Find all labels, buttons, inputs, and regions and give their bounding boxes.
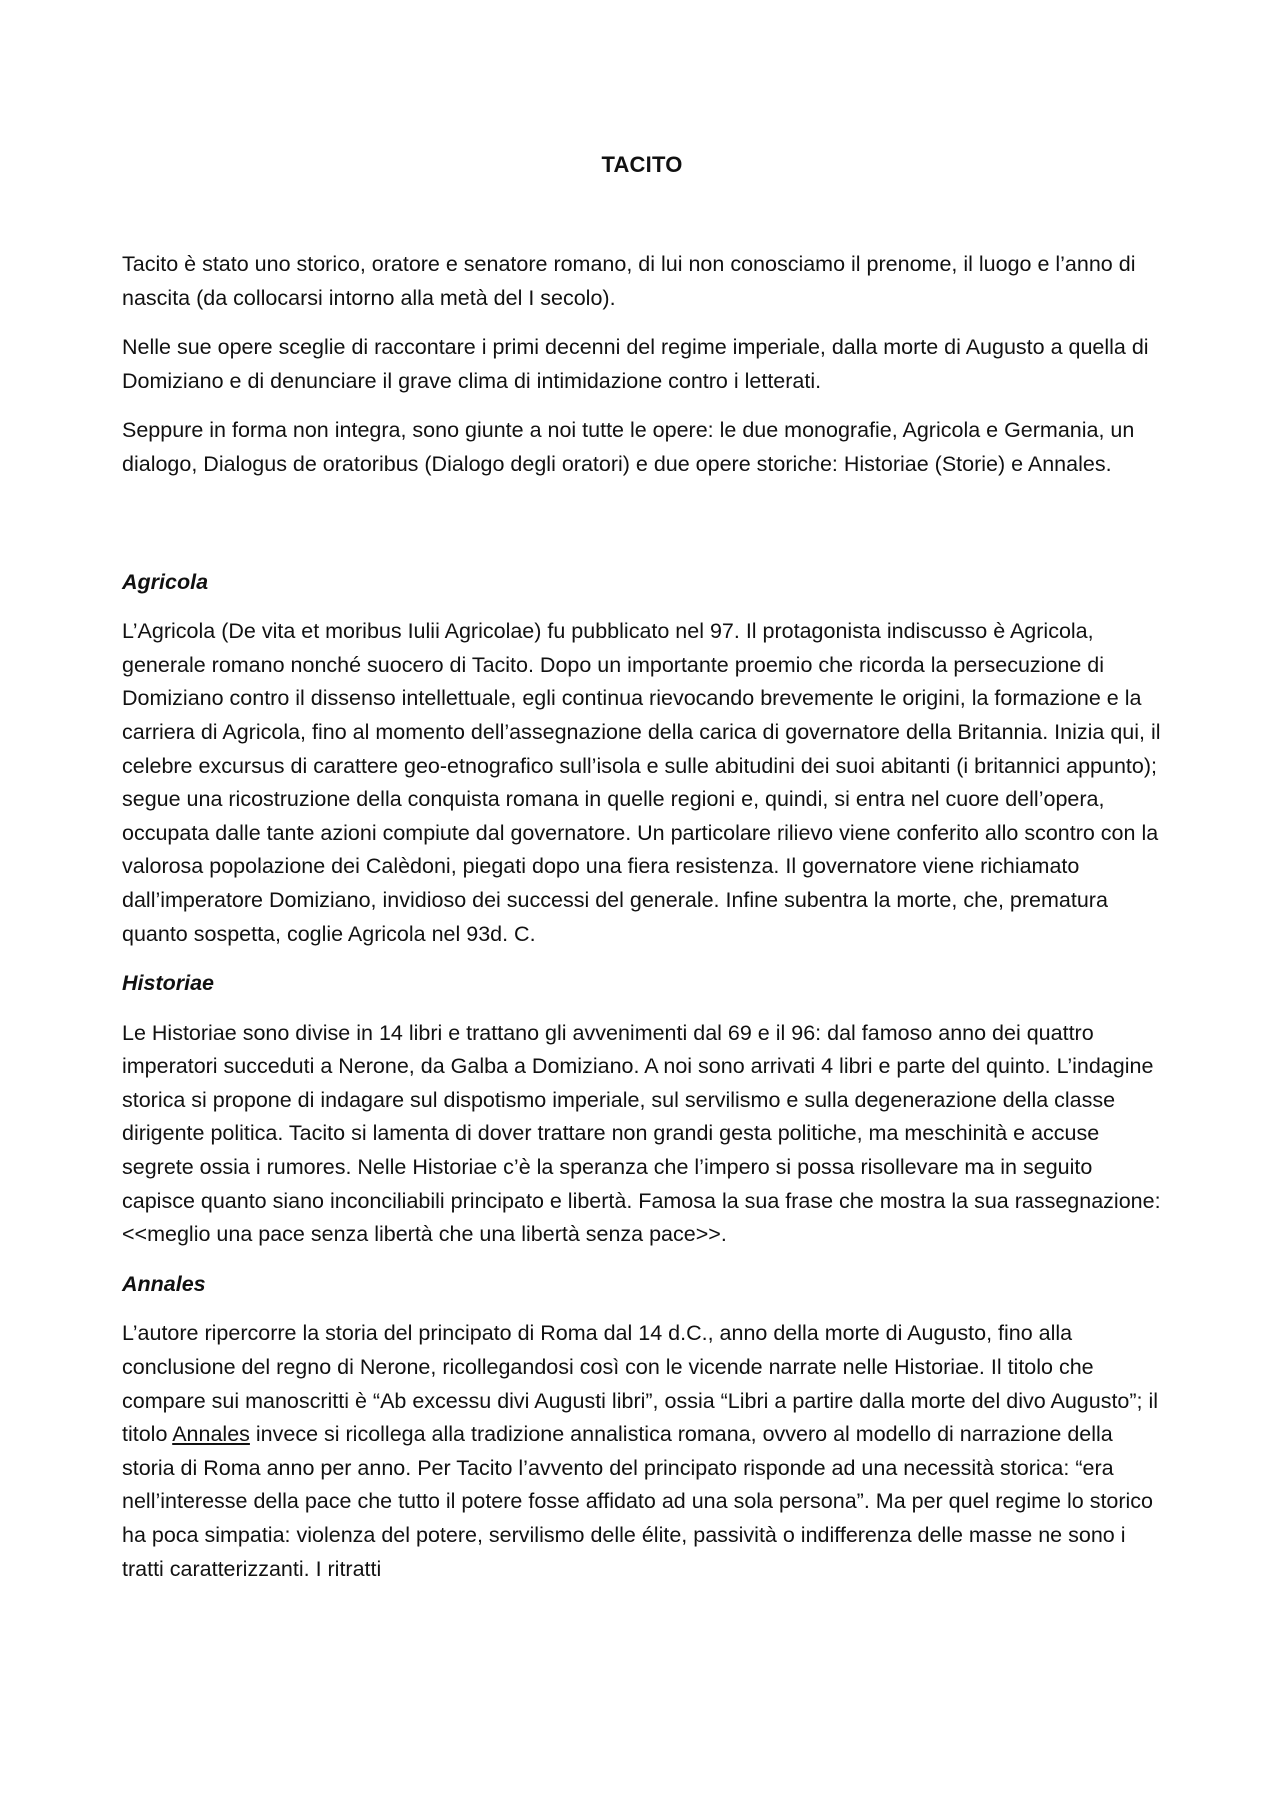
section-heading-annales: Annales xyxy=(122,1271,206,1296)
section-paragraph-historiae: Le Historiae sono divise in 14 libri e trattano gli avvenimenti dal 69 e il 96: dal famoso anno dei quattro imperatori succeduti a Nerone, da Galba a Domiziano. A noi sono arrivati 4 libri e parte del quinto. L’indagine storica si propone di indagare sul dispotismo imperiale, sul servilismo e sulla degenerazione della classe dirigente politica. Tacito si lamenta di dover trattare non grandi gesta politiche, ma meschinità e accuse segrete ossia i rumores. Nelle Historiae c’è la speranza che l’impero si possa risollevare ma in seguito capisce quanto siano inconciliabili principato e libertà. Famosa la sua frase che mostra la sua rassegnazione: <<meglio una pace senza libertà che una libertà senza pace>>. xyxy=(122,1020,1161,1247)
section-paragraph-agricola: L’Agricola (De vita et moribus Iulii Agricolae) fu pubblicato nel 97. Il protagonista indiscusso è Agricola, generale romano nonché suocero di Tacito. Dopo un importante proemio che ricorda la persecuzione di Domiziano contro il dissenso intellettuale, egli continua rievocando brevemente le origini, la formazione e la carriera di Agricola, fino al momento dell’assegnazione della carica di governatore della Britannia. Inizia qui, il celebre excursus di carattere geo-etnografico sull’isola e sulle abitudini dei suoi abitanti (i britannici appunto); segue una ricostruzione della conquista romana in quelle regioni e, quindi, si entra nel cuore dell’opera, occupata dalle tante azioni compiute dal governatore. Un particolare rilievo viene conferito allo scontro con la valorosa popolazione dei Calèdoni, piegati dopo una fiera resistenza. Il governatore viene richiamato dall’imperatore Domiziano, invidioso dei successi del generale. Infine subentra la morte, che, prematura quanto sospetta, coglie Agricola nel 93d. C. xyxy=(122,619,1161,946)
annales-underlined-title: Annales xyxy=(172,1422,250,1447)
intro-paragraph-3: Seppure in forma non integra, sono giunte a noi tutte le opere: le due monografie, Agricola e Germania, un dialogo, Dialogus de oratoribus (Dialogo degli oratori) e due opere storiche: Historiae (Storie) e Annales. xyxy=(122,418,1135,476)
section-spacer xyxy=(122,498,1162,566)
annales-text-before: L’autore ripercorre la storia del principato di Roma dal 14 d.C., anno della morte di Augusto, fino alla conclusione del regno di Nerone, ricollegandosi così con le vicende narrate nelle Historiae. Il titolo che compare sui manoscritti è “Ab excessu divi Augusti libri”, ossia “Libri a partire dalla morte del divo Augusto”; il titolo xyxy=(122,1321,1159,1447)
section-paragraph-annales xyxy=(122,1317,1162,1586)
section-heading-historiae: Historiae xyxy=(122,971,215,996)
intro-paragraph-1: Tacito è stato uno storico, oratore e senatore romano, di lui non conosciamo il prenome, il luogo e l’anno di nascita (da collocarsi intorno alla metà del I secolo). xyxy=(122,252,1136,310)
intro-paragraph-2: Nelle sue opere sceglie di raccontare i primi decenni del regime imperiale, dalla morte di Augusto a quella di Domiziano e di denunciare il grave clima di intimidazione contro i letterati. xyxy=(122,335,1149,393)
document-content xyxy=(122,150,1162,1602)
section-heading-agricola: Agricola xyxy=(122,569,209,594)
document-title: TACITO xyxy=(601,152,683,177)
annales-text-after: invece si ricollega alla tradizione annalistica romana, ovvero al modello di narrazione della storia di Roma anno per anno. Per Tacito l’avvento del principato risponde ad una necessità storica: “era nell’interesse della pace che tutto il potere fosse affidato ad una sola persona”. Ma per quel regime lo storico ha poca simpatia: violenza del potere, servilismo delle élite, passività o indifferenza delle masse ne sono i tratti caratterizzanti. I ritratti xyxy=(122,1422,1154,1581)
